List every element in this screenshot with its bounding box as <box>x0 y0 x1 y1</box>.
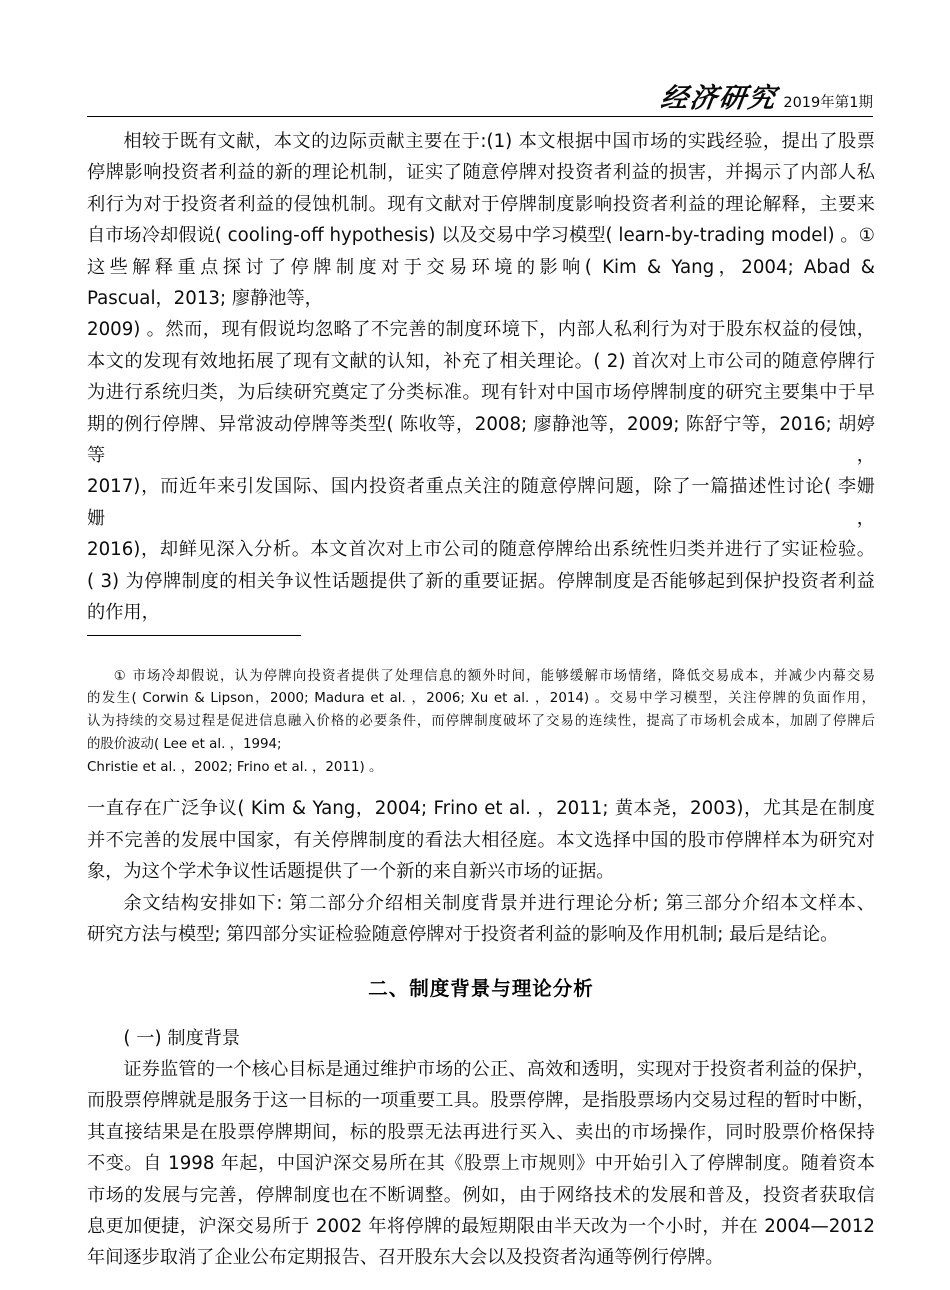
spacer <box>87 636 875 666</box>
text-line: 其直接结果是在股票停牌期间，标的股票无法再进行买入、卖出的市场操作，同时股票价格保持 <box>87 1121 875 1143</box>
text-line: 研究方法与模型; 第四部分实证检验随意停牌对于投资者利益的影响及作用机制; 最后是结论。 <box>87 924 839 946</box>
text-line: 年间逐步取消了企业公布定期报告、召开股东大会以及投资者沟通等例行停牌。 <box>87 1247 724 1269</box>
spacer <box>87 951 875 973</box>
footnote-line: 认为持续的交易过程是促进信息融入价格的必要条件，而停牌制度破坏了交易的连续性，提高了市场机会成本，加剧了停牌后 <box>87 714 875 730</box>
text-line: 2009) 。然而，现有假说均忽略了不完善的制度环境下，内部人私利行为对于股东权益的侵蚀， <box>87 319 875 341</box>
paragraph-institutional-background <box>87 1054 875 1274</box>
text-line: 余文结构安排如下: 第二部分介绍相关制度背景并进行理论分析; 第三部分介绍本文样本、 <box>123 892 875 914</box>
spacer <box>87 1001 875 1023</box>
text-line: 自市场冷却假说( cooling-off hypothesis) 以及交易中学习模型( learn-by-trading model) 。① <box>87 225 875 247</box>
text-line: 不变。自 1998 年起，中国沪深交易所在其《股票上市规则》中开始引入了停牌制度。随着资本 <box>87 1153 875 1175</box>
header-content <box>87 78 873 112</box>
paragraph-controversy <box>87 793 875 887</box>
spacer <box>87 779 875 793</box>
text-line: 市场的发展与完善，停牌制度也在不断调整。例如，由于网络技术的发展和普及，投资者获取信 <box>87 1184 875 1206</box>
text-line: 而股票停牌就是服务于这一目标的一项重要工具。股票停牌，是指股票场内交易过程的暂时中断， <box>87 1090 875 1112</box>
text-line: 息更加便捷，沪深交易所于 2002 年将停牌的最短期限由半天改为一个小时，并在 2004—2012 <box>87 1215 875 1237</box>
text-line: 相较于既有文献，本文的边际贡献主要在于:(1) 本文根据中国市场的实践经验，提出了股票 <box>123 131 875 152</box>
text-line: 利行为对于投资者利益的侵蚀机制。现有文献对于停牌制度影响投资者利益的理论解释，主要来 <box>87 193 875 215</box>
text-line: 期的例行停牌、异常波动停牌等类型( 陈收等，2008; 廖静池等，2009; 陈舒宁等，2016; 胡婷等， <box>87 413 875 467</box>
text-line: 这些解释重点探讨了停牌制度对于交易环境的影响( Kim & Yang，2004; Abad & <box>87 256 875 278</box>
text-line: 为进行系统归类，为后续研究奠定了分类标准。现有针对中国市场停牌制度的研究主要集中于早 <box>87 382 875 404</box>
footnote-1 <box>87 666 875 780</box>
text-line: 象，为这个学术争议性话题提供了一个新的来自新兴市场的证据。 <box>87 861 615 883</box>
text-line: 并不完善的发展中国家，有关停牌制度的看法大相径庭。本文选择中国的股市停牌样本为研究对 <box>87 829 875 851</box>
footnote-line: ① 市场冷却假说，认为停牌向投资者提供了处理信息的额外时间，能够缓解市场情绪，降低交易成本，并减少内幕交易 <box>113 668 875 684</box>
issue-label: 2019年第1期 <box>783 94 873 111</box>
text-line: 的作用， <box>87 602 160 624</box>
paragraph-structure-overview <box>87 888 875 951</box>
paragraph-contribution-part1 <box>87 126 875 314</box>
header-divider <box>87 116 873 117</box>
journal-logo: 经济研究 <box>659 83 780 114</box>
text-line: 2017)，而近年来引发国际、国内投资者重点关注的随意停牌问题，除了一篇描述性讨论( 李姗姗， <box>87 476 875 529</box>
page-header <box>87 78 873 118</box>
document-body <box>87 126 875 1274</box>
footnote-line: 的发生( Corwin & Lipson，2000; Madura et al. ，2006; Xu et al. ，2014) 。交易中学习模型，关注停牌的负面作用， <box>87 691 875 707</box>
paragraph-contribution-part2 <box>87 314 875 628</box>
text-line: Pascual，2013; 廖静池等， <box>87 288 323 310</box>
text-line: 证券监管的一个核心目标是通过维护市场的公正、高效和透明，实现对于投资者利益的保护， <box>123 1058 875 1080</box>
text-line: 一直存在广泛争议( Kim & Yang，2004; Frino et al. ，2011; 黄本尧，2003)，尤其是在制度 <box>87 798 875 820</box>
text-line: ( 3) 为停牌制度的相关争议性话题提供了新的重要证据。停牌制度是否能够起到保护投资者利益 <box>87 570 875 592</box>
section-heading: 二、制度背景与理论分析 <box>368 976 594 1000</box>
text-line: 2016)，却鲜见深入分析。本文首次对上市公司的随意停牌给出系统性归类并进行了实证检验。 <box>87 539 875 561</box>
text-line: 停牌影响投资者利益的新的理论机制，证实了随意停牌对投资者利益的损害，并揭示了内部人私 <box>87 162 875 184</box>
footnote-line: 的股价波动( Lee et al. ，1994; <box>87 736 282 752</box>
subsection-heading: ( 一) 制度背景 <box>123 1027 241 1049</box>
footnote-line: Christie et al. ，2002; Frino et al. ，2011) 。 <box>87 759 383 775</box>
text-line: 本文的发现有效地拓展了现有文献的认知，补充了相关理论。( 2) 首次对上市公司的随意停牌行 <box>87 350 875 372</box>
